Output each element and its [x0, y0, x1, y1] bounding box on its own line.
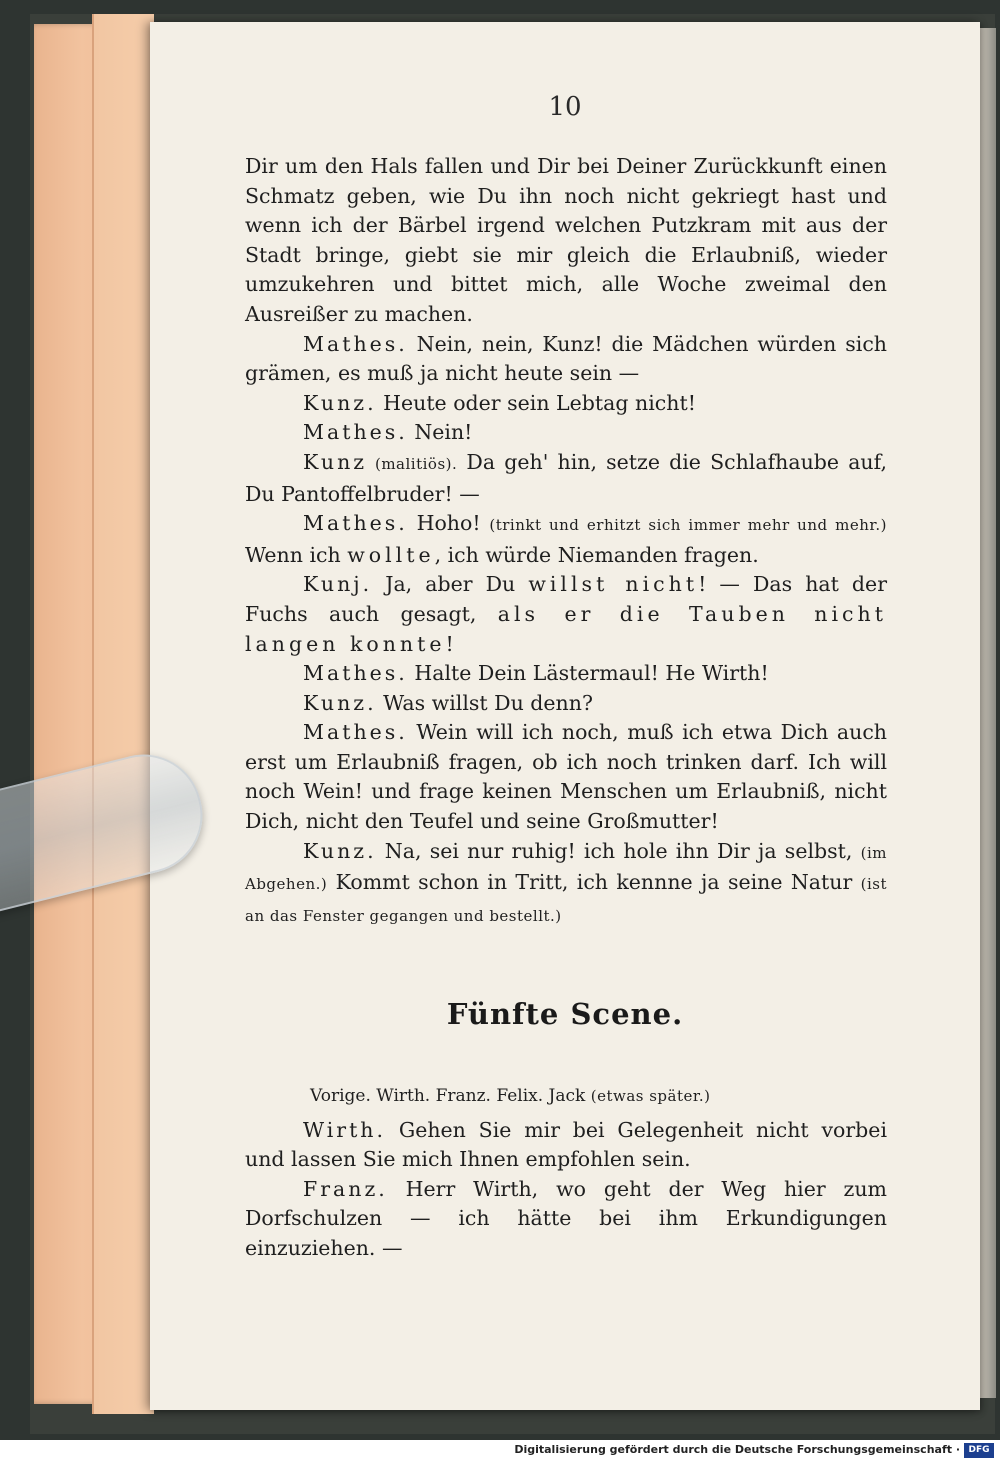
speaker-name: Mathes.: [303, 720, 408, 745]
paragraph-text: !: [445, 631, 454, 656]
speaker-name: Kunz.: [303, 690, 377, 715]
paragraph-text: Gehen Sie mir bei Gelegenheit nicht vorbei und lassen Sie mich Ihnen empfohlen sein.: [245, 1117, 887, 1172]
footer-credit: Digitalisierung gefördert durch die Deutsche Forschungsgemeinschaft ·: [514, 1443, 960, 1456]
emphasized-text: willst nicht: [528, 572, 699, 597]
paragraph-text: Da geh' hin, setze die Schlafhaube auf, Du Pantoffelbruder! —: [245, 449, 887, 506]
paragraph-text: Na, sei nur ruhig! ich hole ihn Dir ja selbst,: [376, 838, 861, 863]
speaker-name: Kunz: [303, 449, 368, 474]
dialogue-paragraph: [245, 152, 887, 330]
paragraph-text: Dir um den Hals fallen und Dir bei Deiner Zurückkunft einen Schmatz geben, wie Du ihn noch nicht gekriegt hast und wenn ich der Bärbel irgend welchen Putzkram mit aus der Stadt bringe, giebt sie mir gleich die Erlaubniß, wieder umzukehren und bittet mich, alle Woche zweimal den Ausreißer zu machen.: [245, 154, 887, 326]
scene-text: [245, 1082, 887, 1264]
paragraph-text: Heute oder sein Lebtag nicht!: [376, 390, 696, 415]
dfg-logo: DFG: [964, 1443, 994, 1458]
paragraph-text: ! — Das hat der Fuchs auch gesagt,: [245, 572, 887, 626]
dialogue-paragraph: [245, 570, 887, 659]
speaker-name: Mathes.: [303, 331, 408, 356]
stage-direction: (etwas später.): [590, 1087, 711, 1105]
stage-direction: (malitiös).: [367, 454, 458, 473]
dialogue-paragraph: [245, 689, 887, 719]
speaker-name: Mathes.: [303, 420, 408, 445]
page-edge-right: [980, 28, 996, 1398]
dialogue-paragraph: [245, 418, 887, 448]
dialogue-paragraph: [245, 330, 887, 389]
dialogue-paragraph: [245, 837, 887, 932]
paragraph-text: , ich würde Niemanden fragen.: [434, 542, 759, 567]
paragraph-text: Nein, nein, Kunz! die Mädchen würden sich grämen, es muß ja nicht heute sein —: [245, 331, 887, 386]
paragraph-text: Hoho!: [407, 511, 490, 536]
emphasized-text: als er die Tauben nicht langen konnte: [245, 601, 887, 656]
dialogue-paragraph: [245, 718, 887, 836]
page-number: 10: [548, 92, 582, 122]
dialogue-paragraph: [245, 1175, 887, 1264]
emphasized-text: wollte: [347, 542, 435, 567]
speaker-name: Mathes.: [303, 661, 408, 686]
speaker-name: Wirth.: [303, 1117, 387, 1142]
paragraph-text: Was willst Du denn?: [376, 690, 593, 715]
paragraph-text: Wein will ich noch, muß ich etwa Dich auch erst um Erlaubniß fragen, ob ich noch trinken darf. Ich will noch Wein! und frage keinen Menschen um Erlaubniß, nicht Dich, nicht den Teufel und seine Großmutter!: [245, 720, 887, 834]
scene-heading: Fünfte Scene.: [446, 997, 684, 1031]
speaker-name: Franz.: [303, 1176, 388, 1201]
cast-list: [245, 1082, 887, 1112]
paragraph-text: Herr Wirth, wo geht der Weg hier zum Dorfschulzen — ich hätte bei ihm Erkundigungen einzuziehen. —: [245, 1176, 887, 1260]
speaker-name: Mathes.: [303, 511, 408, 536]
stage-direction: (im Abgehen.): [245, 843, 887, 894]
dialogue-text: [245, 152, 887, 931]
book-page: [150, 22, 980, 1410]
dialogue-paragraph: [245, 448, 887, 509]
speaker-name: Kunz.: [303, 390, 377, 415]
stage-direction: (ist an das Fenster gegangen und bestellt.): [245, 875, 887, 925]
paragraph-text: Ja, aber Du: [372, 572, 529, 597]
dialogue-paragraph: [245, 389, 887, 419]
paragraph-text: Nein!: [407, 420, 473, 445]
paragraph-text: Kommt schon in Tritt, ich kennne ja seine Natur: [327, 870, 861, 895]
dialogue-paragraph: [245, 1116, 887, 1175]
paragraph-text: Wenn ich: [245, 542, 348, 567]
stage-direction: (trinkt und erhitzt sich immer mehr und mehr.): [489, 516, 887, 535]
footer-bar: [0, 1440, 1000, 1462]
paragraph-text: Vorige. Wirth. Franz. Felix. Jack: [310, 1086, 591, 1106]
paragraph-text: Halte Dein Lästermaul! He Wirth!: [407, 661, 769, 686]
dialogue-paragraph: [245, 509, 887, 570]
speaker-name: Kunj.: [303, 572, 373, 597]
dialogue-paragraph: [245, 659, 887, 689]
speaker-name: Kunz.: [303, 838, 377, 863]
page-stack-inner: [92, 14, 154, 1414]
